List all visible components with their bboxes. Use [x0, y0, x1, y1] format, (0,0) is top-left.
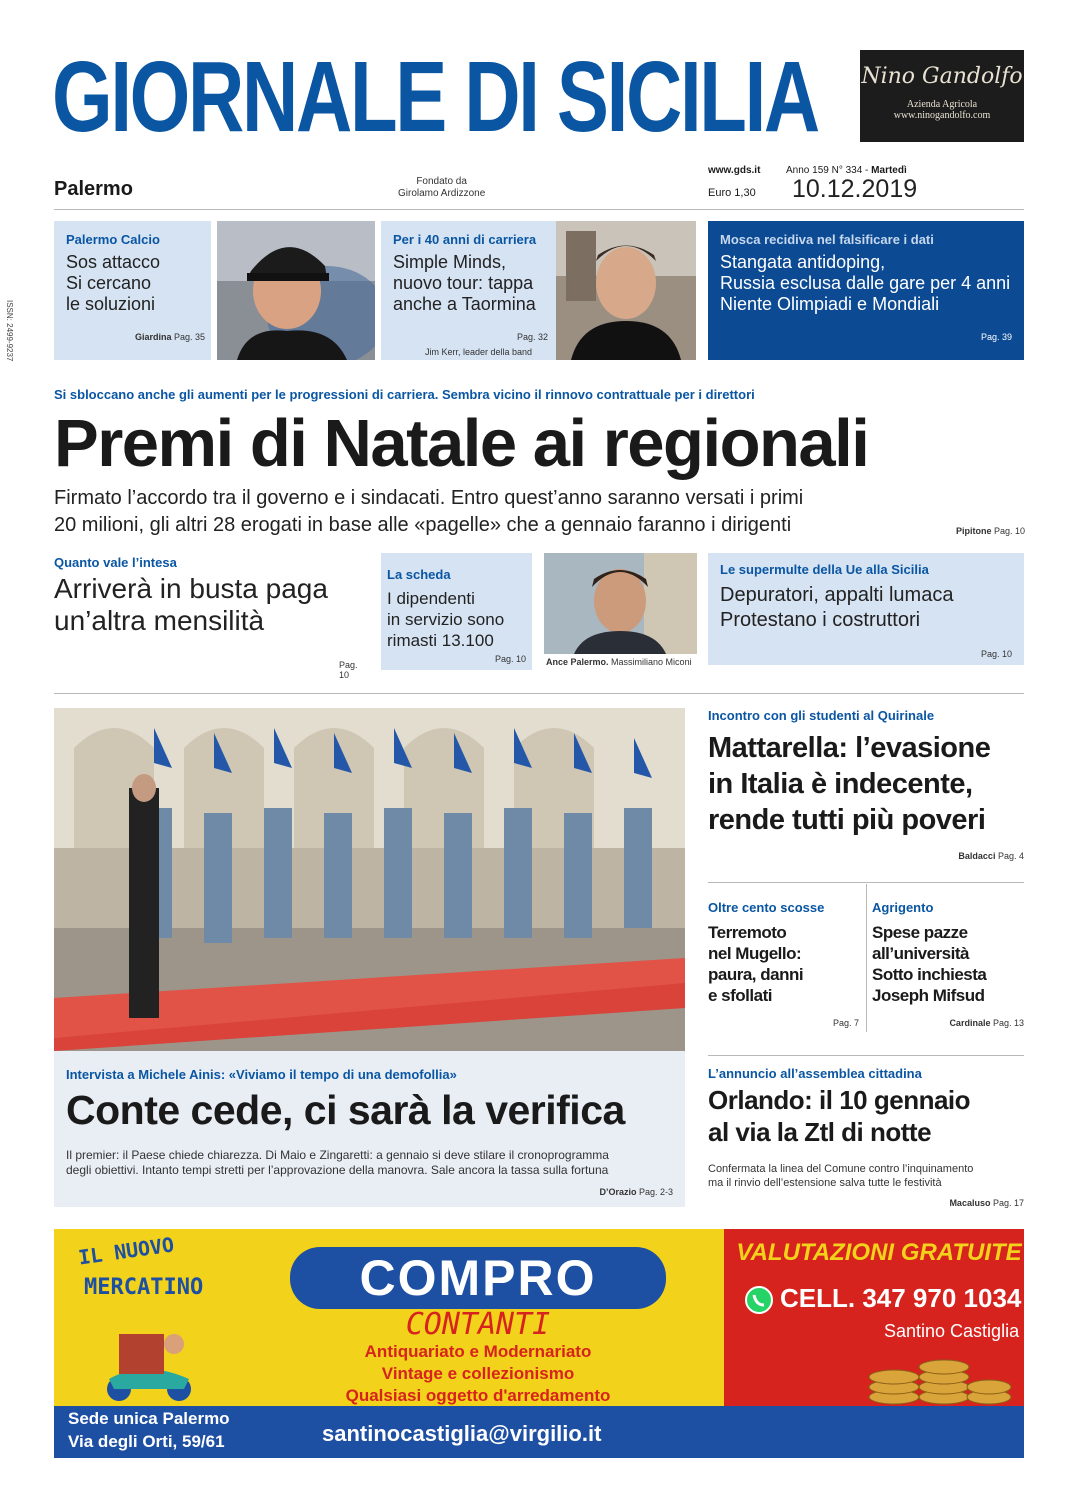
scooter-icon — [94, 1319, 204, 1403]
photo-guards-ceremony — [54, 708, 685, 1051]
page-number: Pag. 10 — [980, 649, 1012, 659]
headline-line: Depuratori, appalti lumaca — [720, 584, 954, 606]
body-line: degli obiettivi. Intanto tempi stretti per l’approvazione della manovra. Sale ancora la tassa sulla fortuna — [66, 1163, 609, 1177]
headline-line: paura, danni — [708, 965, 804, 984]
body-line: ma il rinvio dell’estensione salva tutte le festività — [708, 1177, 942, 1189]
page-number: Pag. 4 — [997, 851, 1024, 861]
headline-line: Mattarella: l’evasione — [708, 732, 991, 764]
founder-name: Girolamo Ardizzone — [398, 188, 486, 199]
founded-label: Fondato da — [416, 176, 467, 187]
headline-line: all’università — [872, 944, 969, 963]
page-number: Pag. 17 — [992, 1198, 1024, 1208]
story-agrigento[interactable] — [872, 900, 1024, 1030]
ad-service-line: Antiquariato e Modernariato — [364, 1342, 592, 1361]
section-divider — [54, 693, 1024, 694]
page-ref — [949, 1018, 1024, 1028]
ad-service-line: Vintage e collezionismo — [381, 1364, 575, 1383]
ad-valutazioni: VALUTAZIONI GRATUITE — [736, 1239, 1022, 1266]
top-advertisement[interactable] — [860, 50, 1024, 142]
headline-line: Protestano i costruttori — [720, 609, 921, 631]
story-headline — [708, 730, 990, 838]
headline-line: Simple Minds, — [393, 252, 507, 272]
page-ref — [956, 526, 1025, 536]
website-link[interactable]: www.gds.it — [708, 165, 761, 176]
teaser-headline — [720, 252, 1010, 315]
teaser-antidoping[interactable] — [708, 221, 1024, 360]
ad-line: Azienda Agricola — [906, 99, 978, 110]
ad-address-line: Sede unica Palermo — [68, 1409, 230, 1428]
price: Euro 1,30 — [708, 187, 756, 199]
headline-line: le soluzioni — [66, 294, 156, 314]
headline-line: nel Mugello: — [708, 944, 802, 963]
photo-jim-kerr — [556, 221, 696, 360]
headline-line: un’altra mensilità — [54, 605, 265, 636]
contanti-logo: CONTANTI — [405, 1307, 551, 1342]
edition-city: Palermo — [54, 178, 133, 200]
teaser-kicker: Mosca recidiva nel falsificare i dati — [720, 232, 934, 247]
sidebar-kicker: Quanto vale l’intesa — [54, 555, 177, 570]
ad-email[interactable]: santinocastiglia@virgilio.it — [322, 1421, 602, 1446]
page-ref — [599, 1187, 673, 1197]
caption-label: Ance Palermo. — [546, 657, 609, 667]
story-body — [708, 1162, 973, 1190]
sidebar-headline — [387, 588, 504, 651]
sidebar-headline — [720, 583, 953, 633]
coach-photo-image — [217, 221, 375, 360]
story-headline — [708, 922, 803, 1006]
ad-contact-name: Santino Castiglia — [884, 1321, 1020, 1341]
story-body — [66, 1148, 609, 1178]
headline-line: Niente Olimpiadi e Mondiali — [720, 294, 940, 314]
page-number: Pag. 13 — [992, 1018, 1024, 1028]
issue-text: Anno 159 N° 334 - — [786, 165, 872, 176]
teaser-simple-minds[interactable] — [381, 221, 696, 360]
headline-line: e sfollati — [708, 986, 772, 1005]
story-headline: Conte cede, ci sarà la verifica — [66, 1087, 625, 1133]
headline-line: Arriverà in busta paga — [54, 573, 328, 604]
headline-line: anche a Taormina — [393, 294, 536, 314]
ad-service-line: Qualsiasi oggetto d'arredamento — [345, 1386, 611, 1405]
headline-line: al via la Ztl di notte — [708, 1117, 932, 1147]
teaser-headline — [393, 252, 536, 315]
main-headline[interactable]: Premi di Natale ai regionali — [54, 406, 869, 481]
story-mattarella[interactable] — [708, 708, 1024, 878]
teaser-palermo-calcio[interactable] — [54, 221, 211, 360]
body-line: Il premier: il Paese chiede chiarezza. Di Maio e Zingaretti: a gennaio si deve stilare il cronoprogramma — [66, 1148, 609, 1162]
story-headline — [872, 922, 986, 1006]
sidebar-supermulte[interactable] — [708, 553, 1024, 665]
story-kicker: Oltre cento scosse — [708, 900, 825, 915]
ad-phone[interactable]: CELL. 347 970 1034 — [780, 1283, 1022, 1313]
miconi-photo-image — [544, 553, 697, 654]
story-mugello[interactable] — [708, 900, 863, 1030]
story-headline — [708, 1084, 970, 1148]
headline-line: Joseph Mifsud — [872, 986, 985, 1005]
headline-line: Russia esclusa dalle gare per 4 anni — [720, 273, 1011, 293]
main-subheadline — [54, 485, 954, 539]
sidebar-kicker: La scheda — [387, 567, 451, 582]
page-ref — [949, 1198, 1024, 1208]
coins-icon — [864, 1347, 1014, 1407]
header-divider — [54, 209, 1024, 210]
ad-signature: Nino Gandolfo — [861, 64, 1023, 89]
story-kicker: Incontro con gli studenti al Quirinale — [708, 708, 935, 723]
page-number: Pag. 35 — [173, 332, 205, 342]
story-kicker: Agrigento — [872, 900, 934, 915]
compro-logo: COMPRO — [290, 1247, 666, 1309]
page-number: Pag. 32 — [517, 332, 549, 342]
author: Pipitone — [956, 526, 992, 536]
author: Macaluso — [949, 1198, 991, 1208]
newspaper-logo: GIORNALE DI SICILIA — [52, 41, 818, 153]
jim-kerr-photo-image — [556, 221, 696, 360]
page-ref — [135, 332, 205, 342]
teaser-headline — [66, 252, 160, 315]
photo-miconi — [544, 553, 697, 654]
headline-line: Orlando: il 10 gennaio — [708, 1085, 971, 1115]
issue-date: 10.12.2019 — [792, 175, 918, 203]
author: Baldacci — [958, 851, 996, 861]
headline-line: nuovo tour: tappa — [393, 273, 534, 293]
page-number: Pag. 10 — [339, 660, 358, 680]
headline-line: Terremoto — [708, 923, 787, 942]
ceremony-photo-image — [54, 708, 685, 1051]
author: D’Orazio — [599, 1187, 637, 1197]
page-number: Pag. 7 — [832, 1018, 859, 1028]
page-number: Pag. 39 — [980, 332, 1012, 342]
story-kicker: L’annuncio all’assemblea cittadina — [708, 1066, 922, 1081]
mercatino-logo-bottom: MERCATINO — [84, 1275, 204, 1300]
headline-line: in Italia è indecente, — [708, 768, 973, 800]
story-conte[interactable] — [54, 1051, 685, 1207]
story-kicker: Intervista a Michele Ainis: «Viviamo il tempo di una demofollia» — [66, 1067, 457, 1082]
issn: ISSN: 2499-9237 — [5, 300, 14, 362]
page-ref — [958, 851, 1024, 861]
ad-address-line: Via degli Orti, 59/61 — [68, 1432, 225, 1451]
sidebar-intesa[interactable] — [54, 553, 369, 680]
ad-services — [290, 1341, 666, 1407]
headline-line: rende tutti più poveri — [708, 804, 986, 836]
sidebar-scheda[interactable] — [381, 553, 532, 670]
page-number: Pag. 10 — [994, 526, 1026, 536]
headline-line: rimasti 13.100 — [387, 631, 494, 650]
headline-line: Stangata antidoping, — [720, 252, 886, 272]
body-line: Confermata la linea del Comune contro l’inquinamento — [708, 1163, 974, 1175]
weekday: Martedì — [871, 165, 907, 176]
sidebar-headline — [54, 573, 328, 637]
bottom-advertisement[interactable] — [54, 1229, 1024, 1458]
founded-note — [398, 176, 485, 200]
teaser-kicker: Palermo Calcio — [66, 232, 160, 247]
ad-address — [68, 1407, 230, 1453]
page-number: Pag. 10 — [494, 654, 526, 664]
headline-line: Sotto inchiesta — [872, 965, 987, 984]
subheadline-line: 20 milioni, gli altri 28 erogati in base alle «pagelle» che a gennaio faranno i dirigenti — [54, 514, 792, 536]
photo-coach — [217, 221, 375, 360]
column-divider — [866, 884, 867, 1032]
headline-line: Spese pazze — [872, 923, 968, 942]
headline-line: Sos attacco — [66, 252, 161, 272]
story-orlando[interactable] — [708, 1066, 1024, 1211]
headline-line: in servizio sono — [387, 610, 505, 629]
photo-caption: Jim Kerr, leader della band — [425, 347, 533, 357]
headline-line: Si cercano — [66, 273, 152, 293]
photo-caption — [546, 657, 692, 667]
headline-line: I dipendenti — [387, 589, 475, 608]
section-divider — [708, 882, 1024, 883]
mercatino-logo-top: IL NUOVO — [76, 1232, 176, 1270]
main-kicker: Si sbloccano anche gli aumenti per le progressioni di carriera. Sembra vicino il rinnovo contrattuale per i direttori — [54, 387, 755, 402]
subheadline-line: Firmato l’accordo tra il governo e i sindacati. Entro quest’anno saranno versati i primi — [54, 487, 804, 509]
sidebar-kicker: Le supermulte della Ue alla Sicilia — [720, 562, 929, 577]
author: Giardina — [134, 332, 172, 342]
ad-url: www.ninogandolfo.com — [893, 110, 991, 121]
section-divider — [708, 1055, 1024, 1056]
whatsapp-icon — [744, 1285, 784, 1315]
teaser-kicker: Per i 40 anni di carriera — [393, 232, 537, 247]
author: Cardinale — [949, 1018, 991, 1028]
caption-name: Massimiliano Miconi — [611, 657, 692, 667]
page-number: Pag. 2-3 — [638, 1187, 673, 1197]
